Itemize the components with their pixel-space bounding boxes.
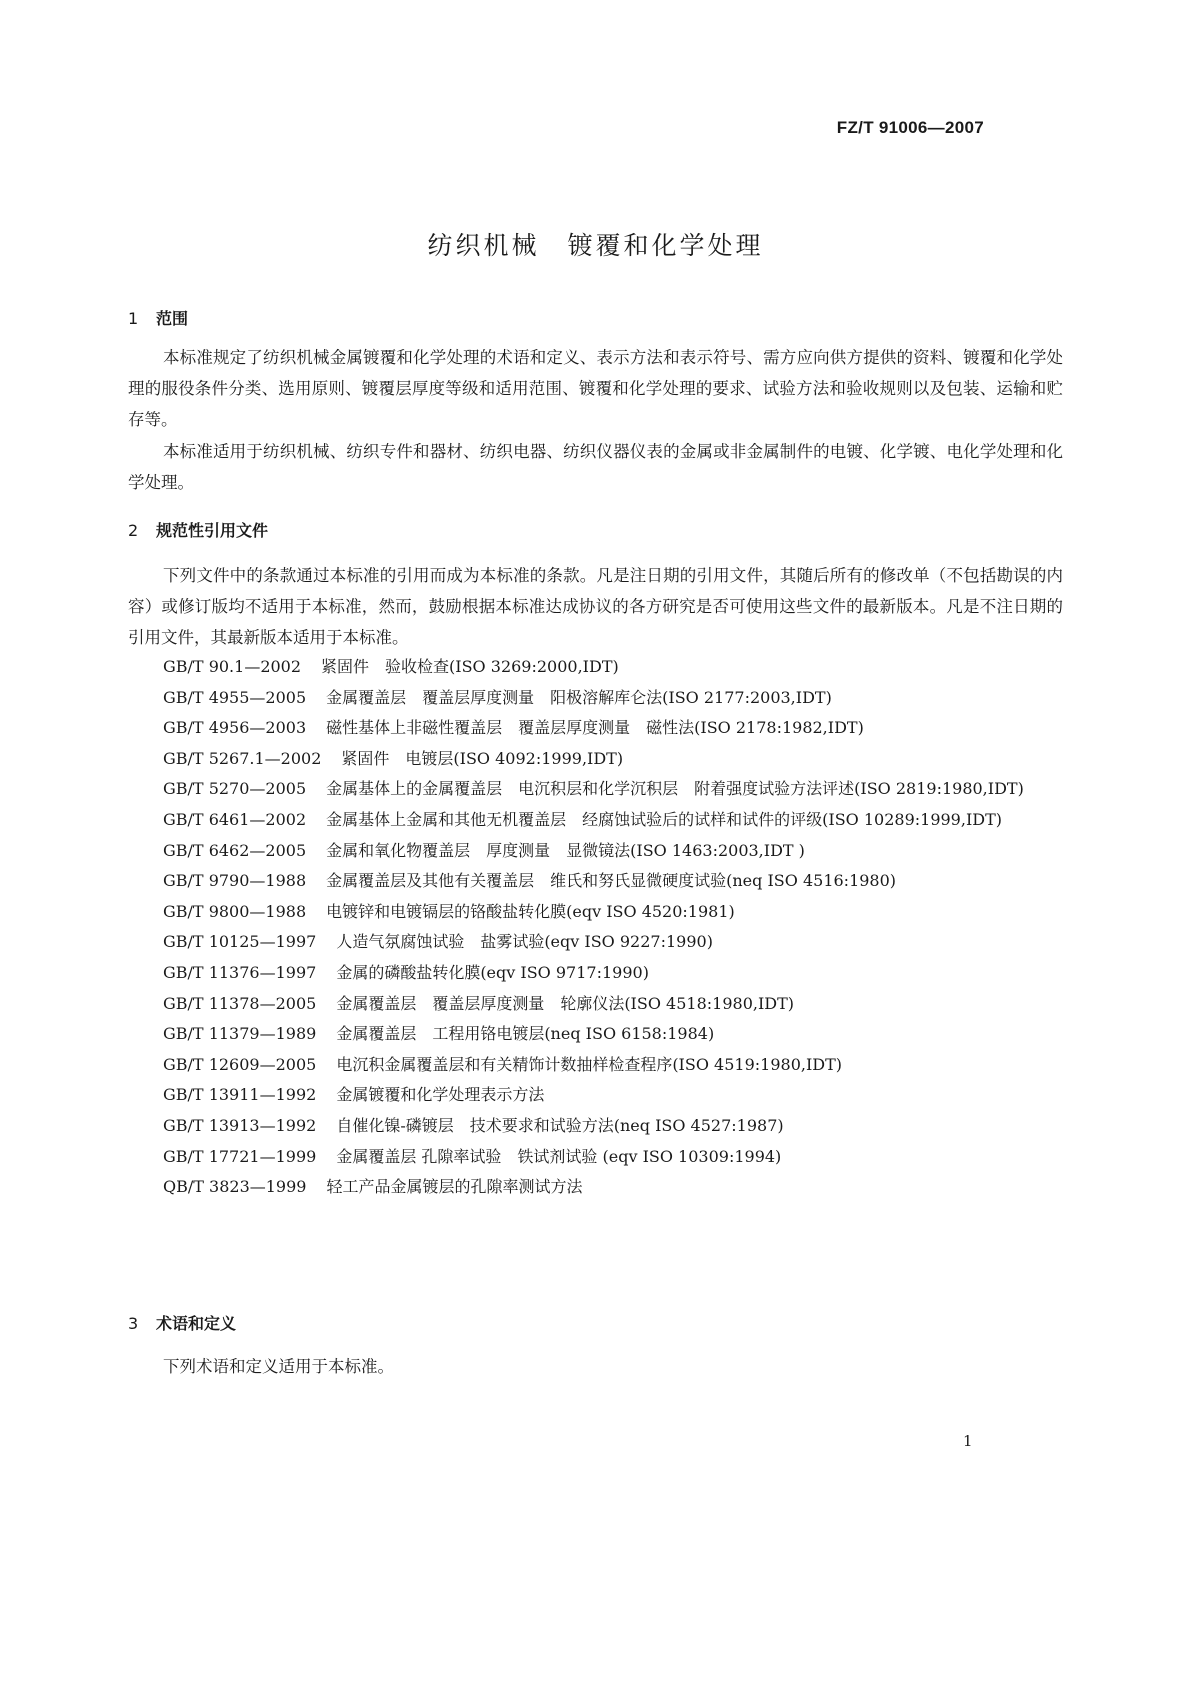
reference-title: 金属镀覆和化学处理表示方法 bbox=[336, 1085, 545, 1105]
reference-code: GB/T 5270—2005 bbox=[163, 779, 307, 799]
reference-code: GB/T 17721—1999 bbox=[163, 1146, 317, 1166]
references-intro-paragraph: 下列文件中的条款通过本标准的引用而成为本标准的条款。凡是注日期的引用文件，其随后所有的修改单（不包括勘误的内容）或修订版均不适用于本标准，然而，鼓励根据本标准达成协议的各方研究是否可使用这些文件的最新版本。凡是不注日期的引用文件，其最新版本适用于本标准。 bbox=[128, 566, 1063, 647]
section-title: 术语和定义 bbox=[156, 1314, 237, 1333]
reference-item bbox=[128, 897, 1063, 928]
reference-title: 磁性基体上非磁性覆盖层 覆盖层厚度测量 磁性法(ISO 2178:1982,IDT) bbox=[326, 718, 864, 738]
reference-code: GB/T 10125—1997 bbox=[163, 932, 317, 952]
reference-title: 电沉积金属覆盖层和有关精饰计数抽样检查程序(ISO 4519:1980,IDT) bbox=[336, 1054, 843, 1074]
section-title: 规范性引用文件 bbox=[156, 521, 269, 540]
reference-item bbox=[128, 1080, 1063, 1111]
reference-item bbox=[128, 805, 1063, 836]
reference-code: GB/T 90.1—2002 bbox=[163, 657, 302, 676]
reference-item bbox=[128, 927, 1063, 958]
standard-number: FZ/T 91006—2007 bbox=[836, 118, 984, 137]
section-heading-1 bbox=[128, 306, 188, 329]
section-title: 范围 bbox=[156, 309, 189, 328]
reference-code: QB/T 3823—1999 bbox=[163, 1177, 307, 1197]
reference-item bbox=[128, 989, 1063, 1020]
reference-title: 金属基体上金属和其他无机覆盖层 经腐蚀试验后的试样和试件的评级(ISO 10289:1999,IDT) bbox=[326, 809, 1003, 829]
normative-references-list bbox=[128, 652, 1063, 1203]
reference-title: 金属的磷酸盐转化膜(eqv ISO 9717:1990) bbox=[336, 962, 649, 982]
reference-code: GB/T 4956—2003 bbox=[163, 718, 307, 738]
reference-title: 轻工产品金属镀层的孔隙率测试方法 bbox=[326, 1177, 583, 1197]
reference-code: GB/T 6462—2005 bbox=[163, 840, 307, 860]
reference-item bbox=[128, 713, 1063, 744]
reference-item bbox=[128, 744, 1063, 775]
reference-title: 人造气氛腐蚀试验 盐雾试验(eqv ISO 9227:1990) bbox=[336, 932, 713, 952]
reference-item bbox=[128, 774, 1063, 805]
reference-title: 金属基体上的金属覆盖层 电沉积层和化学沉积层 附着强度试验方法评述(ISO 2819:1980,IDT) bbox=[326, 779, 1024, 799]
reference-code: GB/T 13913—1992 bbox=[163, 1115, 317, 1135]
reference-title: 金属覆盖层 覆盖层厚度测量 阳极溶解库仑法(ISO 2177:2003,IDT) bbox=[326, 687, 832, 707]
reference-item bbox=[128, 958, 1063, 989]
reference-code: GB/T 11378—2005 bbox=[163, 993, 317, 1013]
reference-title: 金属覆盖层 覆盖层厚度测量 轮廓仪法(ISO 4518:1980,IDT) bbox=[336, 993, 795, 1013]
reference-item bbox=[128, 836, 1063, 867]
section-heading-3 bbox=[128, 1311, 236, 1334]
reference-code: GB/T 12609—2005 bbox=[163, 1054, 317, 1074]
reference-title: 金属覆盖层 工程用铬电镀层(neq ISO 6158:1984) bbox=[336, 1024, 715, 1044]
scope-paragraph-2: 本标准适用于纺织机械、纺织专件和器材、纺织电器、纺织仪器仪表的金属或非金属制件的电镀、化学镀、电化学处理和化学处理。 bbox=[128, 442, 1063, 492]
reference-item bbox=[128, 1050, 1063, 1081]
reference-item bbox=[128, 683, 1063, 714]
reference-item bbox=[128, 1019, 1063, 1050]
reference-title: 电镀锌和电镀镉层的铬酸盐转化膜(eqv ISO 4520:1981) bbox=[326, 901, 735, 921]
reference-item bbox=[128, 652, 1063, 683]
section-number: 3 bbox=[128, 1314, 139, 1333]
reference-code: GB/T 11379—1989 bbox=[163, 1024, 317, 1044]
page-number: 1 bbox=[963, 1432, 973, 1450]
section-number: 2 bbox=[128, 521, 139, 540]
reference-code: GB/T 11376—1997 bbox=[163, 962, 317, 982]
scope-paragraph-1: 本标准规定了纺织机械金属镀覆和化学处理的术语和定义、表示方法和表示符号、需方应向供方提供的资料、镀覆和化学处理的服役条件分类、选用原则、镀覆层厚度等级和适用范围、镀覆和化学处理的要求、试验方法和验收规则以及包装、运输和贮存等。 bbox=[128, 348, 1063, 429]
reference-code: GB/T 5267.1—2002 bbox=[163, 748, 322, 768]
reference-code: GB/T 9790—1988 bbox=[163, 871, 307, 891]
reference-item bbox=[128, 1172, 1063, 1203]
reference-item bbox=[128, 1111, 1063, 1142]
reference-code: GB/T 9800—1988 bbox=[163, 901, 307, 921]
reference-code: GB/T 6461—2002 bbox=[163, 809, 307, 829]
reference-item bbox=[128, 866, 1063, 897]
reference-title: 紧固件 验收检查(ISO 3269:2000,IDT) bbox=[321, 657, 619, 676]
reference-title: 金属和氧化物覆盖层 厚度测量 显微镜法(ISO 1463:2003,IDT ) bbox=[326, 840, 805, 860]
terms-intro-paragraph: 下列术语和定义适用于本标准。 bbox=[163, 1357, 394, 1376]
section-number: 1 bbox=[128, 309, 139, 328]
reference-item bbox=[128, 1142, 1063, 1173]
reference-title: 紧固件 电镀层(ISO 4092:1999,IDT) bbox=[341, 748, 624, 768]
reference-title: 金属覆盖层及其他有关覆盖层 维氏和努氏显微硬度试验(neq ISO 4516:1980) bbox=[326, 871, 897, 891]
reference-title: 自催化镍-磷镀层 技术要求和试验方法(neq ISO 4527:1987) bbox=[336, 1115, 784, 1135]
reference-code: GB/T 13911—1992 bbox=[163, 1085, 317, 1105]
section-heading-2 bbox=[128, 518, 268, 541]
document-title: 纺织机械 镀覆和化学处理 bbox=[427, 231, 764, 260]
reference-title: 金属覆盖层 孔隙率试验 铁试剂试验 (eqv ISO 10309:1994) bbox=[336, 1146, 782, 1166]
reference-code: GB/T 4955—2005 bbox=[163, 687, 307, 707]
